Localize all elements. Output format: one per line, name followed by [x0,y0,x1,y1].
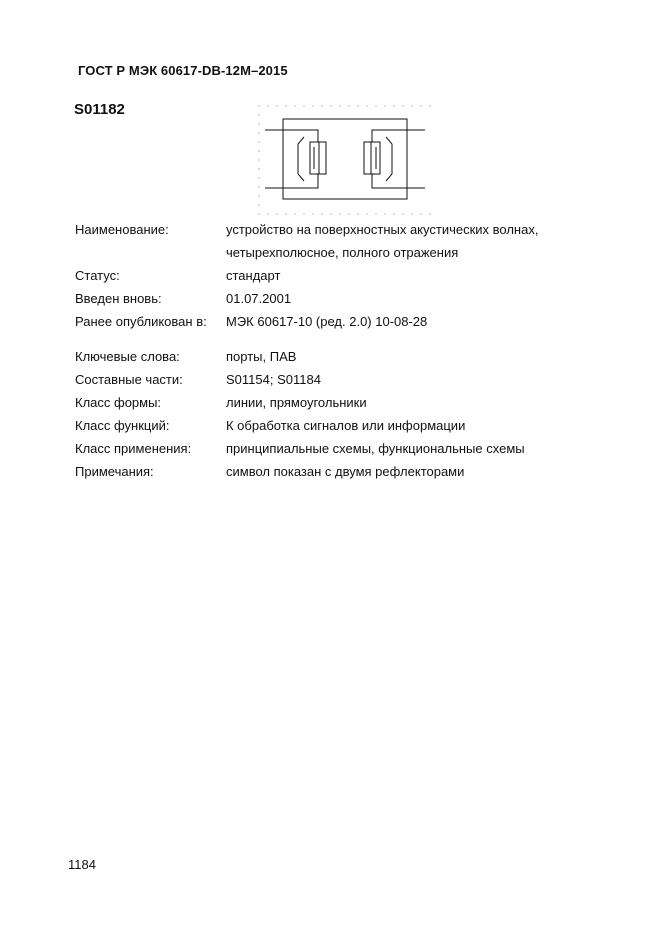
property-value [226,414,635,437]
property-value [226,460,635,483]
property-value-line: устройство на поверхностных акустических волнах, [226,222,539,237]
property-value-line: линии, прямоугольники [226,395,367,410]
property-row [75,287,635,310]
property-value-line: принципиальные схемы, функциональные схемы [226,441,525,456]
property-value-line: четырехполюсное, полного отражения [226,245,459,260]
property-value [226,287,635,310]
property-group-main [75,218,635,333]
property-label: Ключевые слова: [75,349,180,364]
symbol-code: S01182 [74,101,125,118]
property-value [226,264,635,287]
group-spacer [75,333,635,345]
property-row [75,310,635,333]
property-row [75,264,635,287]
property-row [75,414,635,437]
property-label: Ранее опубликован в: [75,314,207,329]
property-row [75,460,635,483]
property-value-line: порты, ПАВ [226,349,297,364]
document-header: ГОСТ Р МЭК 60617-DB-12M–2015 [78,63,288,78]
property-value [226,391,635,414]
saw-device-symbol-icon [255,102,435,222]
property-group-extra [75,345,635,483]
property-label: Статус: [75,268,120,283]
property-row [75,345,635,368]
property-row [75,218,635,264]
property-label: Класс применения: [75,441,192,456]
property-row [75,437,635,460]
property-value [226,218,635,264]
property-label: Составные части: [75,372,183,387]
property-label: Класс функций: [75,418,170,433]
property-value [226,368,635,391]
page-number: 1184 [68,857,96,872]
property-label: Введен вновь: [75,291,162,306]
property-label: Примечания: [75,464,154,479]
property-value-line: К обработка сигналов или информации [226,418,466,433]
property-value [226,310,635,333]
property-row [75,368,635,391]
property-value-line: S01154; S01184 [226,372,321,387]
property-label: Класс формы: [75,395,162,410]
property-value-line: 01.07.2001 [226,291,292,306]
property-value-line: стандарт [226,268,281,283]
property-value [226,345,635,368]
property-value-line: МЭК 60617-10 (ред. 2.0) 10-08-28 [226,314,428,329]
property-table [75,218,635,483]
property-row [75,391,635,414]
property-value-line: символ показан с двумя рефлекторами [226,464,465,479]
property-label: Наименование: [75,222,169,237]
property-value [226,437,635,460]
